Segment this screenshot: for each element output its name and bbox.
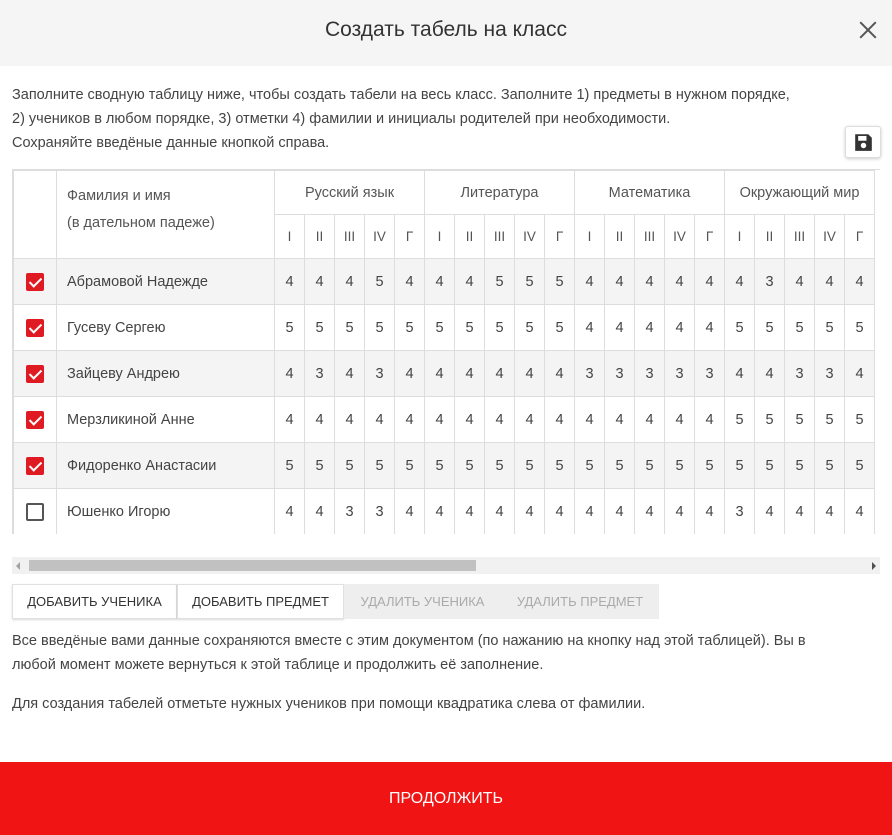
grade-cell[interactable]: 4 [455,351,485,397]
grade-cell[interactable]: 5 [275,443,305,489]
period-header: IV [815,215,845,259]
subject-header[interactable]: Литература [425,171,575,215]
grade-cell[interactable]: 4 [665,397,695,443]
continue-button[interactable]: ПРОДОЛЖИТЬ [0,762,892,835]
grade-cell[interactable]: 5 [695,443,725,489]
selection-hint: Для создания табелей отметьте нужных учеников при помощи квадратика слева от фамилии. [12,696,646,712]
period-header: I [275,215,305,259]
grade-cell[interactable]: 5 [515,443,545,489]
grade-cell[interactable]: 4 [425,351,455,397]
grade-cell[interactable]: 4 [575,305,605,351]
intro-text: Заполните сводную таблицу ниже, чтобы создать табели на весь класс. Заполните 1) предметы в нужном порядке, 2) учеников в любом порядке, 3) отметки 4) фамилии и инициалы родителей при необходимости. Сохраняйте введёные данные кнопкой справа. [12,87,790,151]
subject-header[interactable]: Математика [575,171,725,215]
grade-cell[interactable]: 4 [785,489,815,535]
scroll-right-arrow-icon[interactable] [872,562,876,570]
grade-cell[interactable]: 4 [575,489,605,535]
grade-cell[interactable]: 3 [785,351,815,397]
student-checkbox[interactable] [26,365,44,383]
grade-cell[interactable]: 5 [755,397,785,443]
grade-cell[interactable]: 4 [395,351,425,397]
period-header: III [485,215,515,259]
grade-cell[interactable]: 5 [785,397,815,443]
grade-cell[interactable]: 4 [665,259,695,305]
grade-cell[interactable]: 4 [395,397,425,443]
grade-cell[interactable]: 4 [695,259,725,305]
row-checkbox-cell [14,259,57,305]
grade-cell[interactable]: 4 [305,259,335,305]
grade-cell[interactable]: 4 [275,259,305,305]
grade-cell[interactable]: 3 [305,351,335,397]
dialog-title: Создать табель на класс [325,18,567,41]
grade-cell[interactable]: 5 [485,259,515,305]
grade-cell[interactable]: 5 [755,305,785,351]
period-header: I [425,215,455,259]
student-name-cell[interactable]: Юшенко Игорю [57,489,275,535]
add-subject-button[interactable]: ДОБАВИТЬ ПРЕДМЕТ [177,584,344,619]
grade-cell[interactable]: 4 [335,259,365,305]
student-name-cell[interactable]: Гусеву Сергею [57,305,275,351]
grade-cell[interactable]: 4 [455,489,485,535]
grade-cell[interactable]: 4 [635,259,665,305]
period-header: Г [695,215,725,259]
grade-cell[interactable]: 3 [365,351,395,397]
grade-cell[interactable]: 4 [515,351,545,397]
grade-cell[interactable]: 5 [365,443,395,489]
grade-cell[interactable]: 5 [605,443,635,489]
row-checkbox-cell [14,397,57,443]
period-header: I [725,215,755,259]
grades-table [13,170,875,534]
grade-cell[interactable]: 4 [275,351,305,397]
grade-cell[interactable]: 5 [545,443,575,489]
grade-cell[interactable]: 4 [635,397,665,443]
grade-cell[interactable]: 3 [755,259,785,305]
grade-cell[interactable]: 4 [605,489,635,535]
grade-cell[interactable]: 5 [485,443,515,489]
grade-cell[interactable]: 5 [515,259,545,305]
grade-cell[interactable]: 4 [455,397,485,443]
table-row [14,305,875,351]
period-header: Г [545,215,575,259]
grade-cell[interactable]: 5 [845,397,875,443]
period-header: IV [665,215,695,259]
grade-cell[interactable]: 3 [725,489,755,535]
grade-cell[interactable]: 4 [815,259,845,305]
grade-cell[interactable]: 4 [305,489,335,535]
grade-cell[interactable]: 3 [575,351,605,397]
row-checkbox-cell [14,443,57,489]
row-checkbox-cell [14,305,57,351]
grade-cell[interactable]: 3 [635,351,665,397]
checkbox-column-header [14,171,57,259]
grade-cell[interactable]: 5 [665,443,695,489]
grade-cell[interactable]: 5 [635,443,665,489]
grade-cell[interactable]: 5 [365,305,395,351]
grade-cell[interactable]: 5 [785,305,815,351]
grade-cell[interactable]: 5 [725,305,755,351]
grade-cell[interactable]: 4 [545,489,575,535]
grade-cell[interactable]: 4 [275,489,305,535]
close-icon[interactable] [856,18,880,42]
grade-cell[interactable]: 5 [305,305,335,351]
student-checkbox[interactable] [26,273,44,291]
grade-cell[interactable]: 4 [695,305,725,351]
grade-cell[interactable]: 5 [815,443,845,489]
grade-cell[interactable]: 4 [605,305,635,351]
grade-cell[interactable]: 5 [815,305,845,351]
grade-cell[interactable]: 4 [305,397,335,443]
grade-cell[interactable]: 5 [725,397,755,443]
grade-cell[interactable]: 4 [575,259,605,305]
table-row [14,397,875,443]
dialog-header [0,0,892,66]
grade-cell[interactable]: 5 [575,443,605,489]
grade-cell[interactable]: 4 [515,397,545,443]
grade-cell[interactable]: 3 [665,351,695,397]
grade-cell[interactable]: 3 [605,351,635,397]
grade-cell[interactable]: 4 [605,259,635,305]
student-name-cell[interactable]: Абрамовой Надежде [57,259,275,305]
period-header: II [605,215,635,259]
grade-cell[interactable]: 3 [815,351,845,397]
grade-cell[interactable]: 5 [545,305,575,351]
period-header: III [335,215,365,259]
grade-cell[interactable]: 3 [335,489,365,535]
period-header: I [575,215,605,259]
grade-cell[interactable]: 5 [425,443,455,489]
grade-cell[interactable]: 5 [455,443,485,489]
grade-cell[interactable]: 4 [545,397,575,443]
grade-cell[interactable]: 5 [395,305,425,351]
table-row [14,443,875,489]
period-header: III [785,215,815,259]
grade-cell[interactable]: 5 [425,305,455,351]
grade-cell[interactable]: 5 [515,305,545,351]
grade-cell[interactable]: 4 [695,489,725,535]
grade-cell[interactable]: 4 [335,397,365,443]
grade-cell[interactable]: 4 [665,305,695,351]
subject-header[interactable]: Окружающий мир [725,171,875,215]
grade-cell[interactable]: 5 [545,259,575,305]
grade-cell[interactable]: 4 [485,397,515,443]
period-header: Г [845,215,875,259]
period-header: II [755,215,785,259]
row-checkbox-cell [14,351,57,397]
subject-header[interactable]: Русский язык [275,171,425,215]
grade-cell[interactable]: 5 [815,397,845,443]
period-header: II [455,215,485,259]
grade-cell[interactable]: 5 [365,259,395,305]
grade-cell[interactable]: 4 [605,397,635,443]
grade-cell[interactable]: 4 [785,259,815,305]
autosave-note: Все введёные вами данные сохраняются вместе с этим документом (по нажанию на кнопку над этой таблицей). Вы в любой момент можете вернуться к этой таблице и продолжить её заполнение. [12,633,806,673]
grade-cell[interactable]: 4 [665,489,695,535]
period-header: Г [395,215,425,259]
grade-cell[interactable]: 4 [335,351,365,397]
grade-cell[interactable]: 4 [635,489,665,535]
grade-cell[interactable]: 5 [785,443,815,489]
student-name-cell[interactable]: Зайцеву Андрею [57,351,275,397]
grade-cell[interactable]: 5 [455,305,485,351]
horizontal-scrollbar[interactable] [12,557,880,574]
grade-cell[interactable]: 5 [395,443,425,489]
grade-cell[interactable]: 4 [635,305,665,351]
scroll-left-arrow-icon[interactable] [16,562,20,570]
grade-cell[interactable]: 4 [725,351,755,397]
grade-cell[interactable]: 3 [365,489,395,535]
grade-cell[interactable]: 4 [755,489,785,535]
grade-cell[interactable]: 5 [335,443,365,489]
row-checkbox-cell [14,489,57,535]
floppy-disk-icon [854,133,873,152]
period-header: III [635,215,665,259]
table-row [14,259,875,305]
table-row [14,489,875,535]
period-header: IV [515,215,545,259]
student-checkbox[interactable] [26,319,44,337]
student-checkbox[interactable] [26,457,44,475]
grade-cell[interactable]: 4 [275,397,305,443]
grade-cell[interactable]: 4 [725,259,755,305]
add-student-button[interactable]: ДОБАВИТЬ УЧЕНИКА [12,584,177,619]
grade-cell[interactable]: 4 [515,489,545,535]
grade-cell[interactable]: 4 [755,351,785,397]
grade-cell[interactable]: 3 [695,351,725,397]
student-name-cell[interactable]: Фидоренко Анастасии [57,443,275,489]
scrollbar-thumb[interactable] [29,560,476,571]
delete-subject-button[interactable]: УДАЛИТЬ ПРЕДМЕТ [501,584,659,619]
grade-cell[interactable]: 4 [815,489,845,535]
grade-cell[interactable]: 5 [755,443,785,489]
grade-cell[interactable]: 4 [575,397,605,443]
grade-cell[interactable]: 4 [845,351,875,397]
delete-student-button[interactable]: УДАЛИТЬ УЧЕНИКА [344,584,501,619]
student-name-cell[interactable]: Мерзликиной Анне [57,397,275,443]
grade-cell[interactable]: 4 [455,259,485,305]
grade-cell[interactable]: 5 [725,443,755,489]
period-header: IV [365,215,395,259]
period-header: II [305,215,335,259]
grade-cell[interactable]: 5 [845,443,875,489]
table-row [14,351,875,397]
grade-cell[interactable]: 4 [695,397,725,443]
grade-cell[interactable]: 5 [845,305,875,351]
grade-cell[interactable]: 4 [485,351,515,397]
grade-cell[interactable]: 5 [275,305,305,351]
grade-cell[interactable]: 4 [485,489,515,535]
grade-cell[interactable]: 5 [335,305,365,351]
save-button[interactable] [845,126,881,158]
student-checkbox[interactable] [26,411,44,429]
grade-cell[interactable]: 4 [425,259,455,305]
name-column-header: Фамилия и имя (в дательном падеже) [57,171,275,259]
grade-cell[interactable]: 5 [485,305,515,351]
grade-cell[interactable]: 4 [365,397,395,443]
grade-cell[interactable]: 5 [305,443,335,489]
student-checkbox[interactable] [26,503,44,521]
grades-table-container [12,169,880,534]
grade-cell[interactable]: 4 [425,489,455,535]
grade-cell[interactable]: 4 [425,397,455,443]
grade-cell[interactable]: 4 [395,259,425,305]
table-actions [12,584,659,619]
grade-cell[interactable]: 4 [845,489,875,535]
grade-cell[interactable]: 4 [395,489,425,535]
grade-cell[interactable]: 4 [845,259,875,305]
grade-cell[interactable]: 4 [545,351,575,397]
